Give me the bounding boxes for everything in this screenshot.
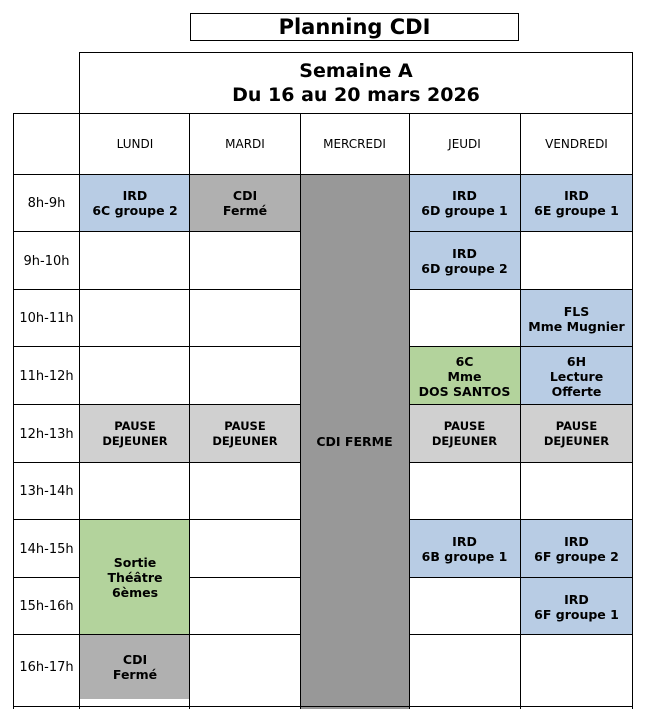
- page-title: Planning CDI: [190, 13, 519, 41]
- event-jeudi-11h: [409, 347, 520, 405]
- pause-lundi: [80, 405, 190, 463]
- day-header-lundi: LUNDI: [116, 136, 154, 151]
- grid-line: [632, 52, 633, 709]
- grid-line: [409, 346, 633, 347]
- event-label: 6H Lecture Offerte: [549, 353, 604, 399]
- grid-line: [13, 174, 633, 175]
- time-slot: 9h-10h: [23, 253, 70, 269]
- event-jeudi-14h: [409, 520, 520, 578]
- grid-line: [409, 519, 633, 520]
- day-header-mardi: MARDI: [225, 136, 265, 151]
- day-header-vendredi: VENDREDI: [545, 136, 608, 151]
- event-label: FLS Mme Mugnier: [528, 303, 625, 334]
- event-label: IRD 6C groupe 2: [92, 188, 178, 218]
- grid-line: [13, 231, 300, 232]
- grid-line: [13, 113, 633, 114]
- grid-line: [520, 113, 521, 709]
- event-label: 6C Mme DOS SANTOS: [418, 353, 511, 399]
- time-slot: 16h-17h: [19, 659, 74, 675]
- event-label: IRD 6F groupe 1: [534, 591, 619, 622]
- event-jeudi-8h: [409, 174, 520, 232]
- grid-line: [409, 231, 633, 232]
- grid-line: [300, 113, 301, 709]
- grid-line: [13, 519, 300, 520]
- event-label: IRD 6D groupe 2: [421, 246, 508, 276]
- week-dates: Du 16 au 20 mars 2026: [232, 84, 480, 106]
- grid-line: [189, 113, 190, 709]
- day-header-mercredi: MERCREDI: [323, 136, 386, 151]
- event-label: Sortie Théâtre 6èmes: [107, 555, 163, 600]
- time-slot: 8h-9h: [27, 195, 66, 211]
- event-lundi-8h: [80, 174, 190, 232]
- event-mardi-8h: [190, 174, 300, 232]
- grid-line: [13, 634, 300, 635]
- event-label: IRD 6E groupe 1: [534, 188, 619, 218]
- event-label: PAUSE DEJEUNER: [543, 419, 610, 448]
- time-slot: 15h-16h: [19, 599, 74, 614]
- event-label: CDI Fermé: [112, 652, 158, 682]
- time-slot: 14h-15h: [19, 541, 74, 557]
- time-slot: 12h-13h: [19, 426, 74, 442]
- grid-line: [409, 462, 633, 463]
- pause-vendredi: [520, 405, 633, 463]
- time-slot: 11h-12h: [19, 368, 74, 384]
- grid-line: [409, 404, 633, 405]
- grid-line: [409, 113, 410, 709]
- week-name: Semaine A: [299, 60, 413, 82]
- week-header: [79, 52, 633, 113]
- grid-line: [13, 404, 300, 405]
- grid-line: [13, 113, 14, 709]
- pause-mardi: [190, 405, 300, 463]
- event-vendredi-11h: [520, 347, 633, 405]
- event-label: PAUSE DEJEUNER: [431, 419, 498, 448]
- event-vendredi-8h: [520, 174, 633, 232]
- event-label: PAUSE DEJEUNER: [212, 419, 278, 448]
- grid-line: [13, 346, 300, 347]
- time-slot: 10h-11h: [19, 311, 74, 326]
- mercredi-closed: [300, 174, 409, 709]
- event-lundi-16h: [80, 635, 190, 699]
- event-label: IRD 6B groupe 1: [421, 534, 508, 564]
- event-vendredi-15h: [520, 578, 633, 635]
- grid-line: [79, 52, 80, 709]
- event-label: IRD 6D groupe 1: [421, 188, 508, 218]
- event-label: PAUSE DEJEUNER: [102, 419, 168, 448]
- day-header-jeudi: JEUDI: [448, 136, 481, 151]
- grid-line: [13, 462, 300, 463]
- grid-line: [13, 577, 80, 578]
- event-label: IRD 6F groupe 2: [534, 534, 619, 564]
- time-slot: 13h-14h: [19, 484, 74, 499]
- event-label: CDI Fermé: [222, 188, 268, 218]
- grid-line: [190, 577, 300, 578]
- event-vendredi-14h: [520, 520, 633, 578]
- grid-line: [409, 577, 633, 578]
- event-lundi-sortie: [80, 520, 190, 635]
- event-label: CDI FERME: [316, 434, 393, 449]
- event-vendredi-10h: [520, 290, 633, 347]
- pause-jeudi: [409, 405, 520, 463]
- grid-line: [409, 634, 633, 635]
- grid-line: [13, 706, 633, 707]
- event-jeudi-9h: [409, 232, 520, 290]
- grid-line: [409, 289, 633, 290]
- grid-line: [13, 289, 300, 290]
